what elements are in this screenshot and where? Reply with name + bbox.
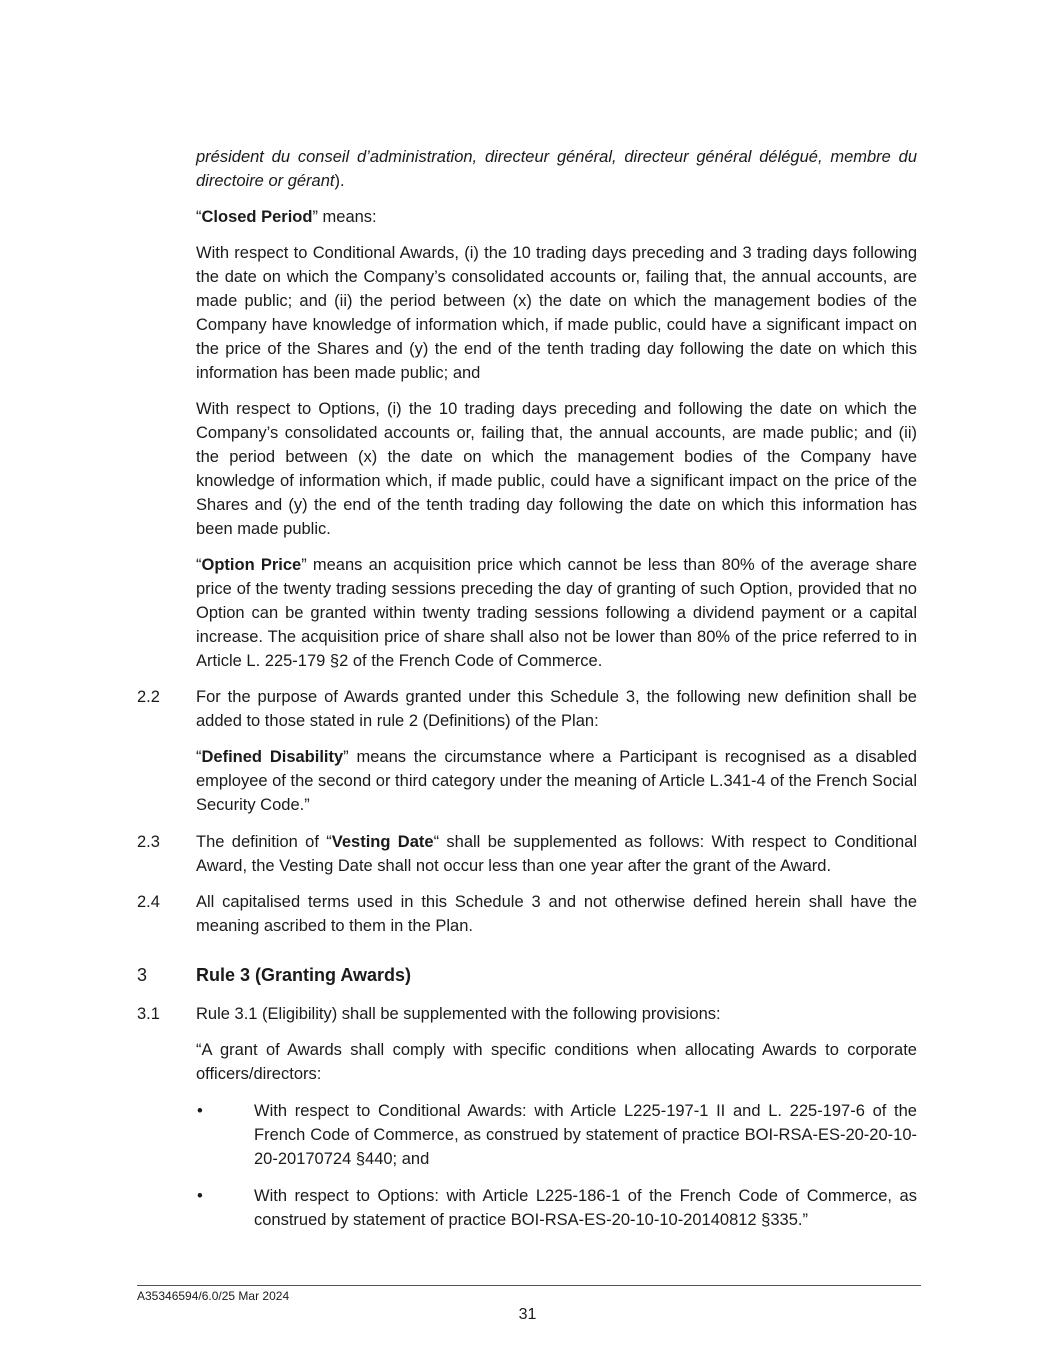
closed-period-conditional-awards: With respect to Conditional Awards, (i) the 10 trading days preceding and 3 trading days following the date on which the Company’s consolidated accounts or, failing that, the annual accounts, are made public; and (ii) the period between (x) the date on which the management bodies of the Company have knowledge of information which, if made public, could have a significant impact on the price of the Shares and (y) the end of the tenth trading day following the date on which this information has been made public; and xyxy=(196,244,917,382)
open-quote: “ xyxy=(196,208,202,226)
intro-italic-text: président du conseil d’administration, directeur général, directeur général délégué, membre du directoire or gérant xyxy=(196,148,917,190)
closed-period-definition-heading xyxy=(196,205,917,229)
intro-tail-text: ). xyxy=(334,172,345,190)
defined-disability-definition xyxy=(196,745,917,817)
bullet-marker: • xyxy=(197,1102,203,1120)
defined-disability-text: ” means the circumstance where a Participant is recognised as a disabled employee of the second or third category under the meaning of Article L.341-4 of the French Social Security Code.” xyxy=(196,748,917,814)
defined-disability-term: Defined Disability xyxy=(201,748,344,766)
open-quote: “ xyxy=(196,556,202,574)
bullet-marker: • xyxy=(197,1187,203,1205)
bullet-options: With respect to Options: with Article L225-186-1 of the French Code of Commerce, as construed by statement of practice BOI-RSA-ES-20-10-10-20140812 §335.” xyxy=(254,1187,917,1229)
closed-period-options: With respect to Options, (i) the 10 trading days preceding and following the date on which the Company’s consolidated accounts or, failing that, the annual accounts, are made public; and (ii) the period between (x) the date on which the management bodies of the Company have knowledge of information which, if made public, could have a significant impact on the price of the Shares and (y) the end of the tenth trading day following the date on which this information has been made public. xyxy=(196,400,917,538)
closed-period-means: ” means: xyxy=(312,208,377,226)
section-2-2-text: For the purpose of Awards granted under this Schedule 3, the following new definition shall be added to those stated in rule 2 (Definitions) of the Plan: xyxy=(196,688,917,730)
section-number-2-2: 2.2 xyxy=(137,688,160,706)
section-3-heading: Rule 3 (Granting Awards) xyxy=(196,965,412,985)
section-number-2-4: 2.4 xyxy=(137,893,160,911)
vesting-date-lead: The definition of “ xyxy=(196,833,332,851)
footer-document-reference: A35346594/6.0/25 Mar 2024 xyxy=(137,1289,290,1303)
section-number-3-1: 3.1 xyxy=(137,1005,160,1023)
section-2-3-text xyxy=(196,830,917,878)
grant-conditions-quote: “A grant of Awards shall comply with specific conditions when allocating Awards to corporate officers/directors: xyxy=(196,1041,917,1083)
section-number-3: 3 xyxy=(137,965,148,985)
option-price-term: Option Price xyxy=(201,556,302,574)
option-price-text: ” means an acquisition price which cannot be less than 80% of the average share price of the twenty trading sessions preceding the day of granting of such Option, provided that no Option can be granted within twenty trading sessions following a dividend payment or a capital increase. The acquisition price of share shall also not be lower than 80% of the price referred to in Article L. 225-179 §2 of the French Code of Commerce. xyxy=(196,556,917,670)
page-number: 31 xyxy=(518,1306,537,1323)
section-3-1-text: Rule 3.1 (Eligibility) shall be supplemented with the following provisions: xyxy=(196,1005,721,1023)
open-quote: “ xyxy=(196,748,202,766)
footer-divider xyxy=(137,1285,921,1286)
bullet-conditional-awards: With respect to Conditional Awards: with Article L225-197-1 II and L. 225-197-6 of the French Code of Commerce, as construed by statement of practice BOI-RSA-ES-20-20-10-20-20170724 §440; and xyxy=(254,1102,917,1168)
option-price-definition xyxy=(196,553,917,673)
closed-period-term: Closed Period xyxy=(201,208,313,226)
section-number-2-3: 2.3 xyxy=(137,833,160,851)
intro-paragraph xyxy=(196,145,917,193)
vesting-date-term: Vesting Date xyxy=(331,833,434,851)
vesting-date-text: “ shall be supplemented as follows: With respect to Conditional Award, the Vesting Date shall not occur less than one year after the grant of the Award. xyxy=(196,833,917,875)
section-2-4-text: All capitalised terms used in this Schedule 3 and not otherwise defined herein shall have the meaning ascribed to them in the Plan. xyxy=(196,893,917,935)
